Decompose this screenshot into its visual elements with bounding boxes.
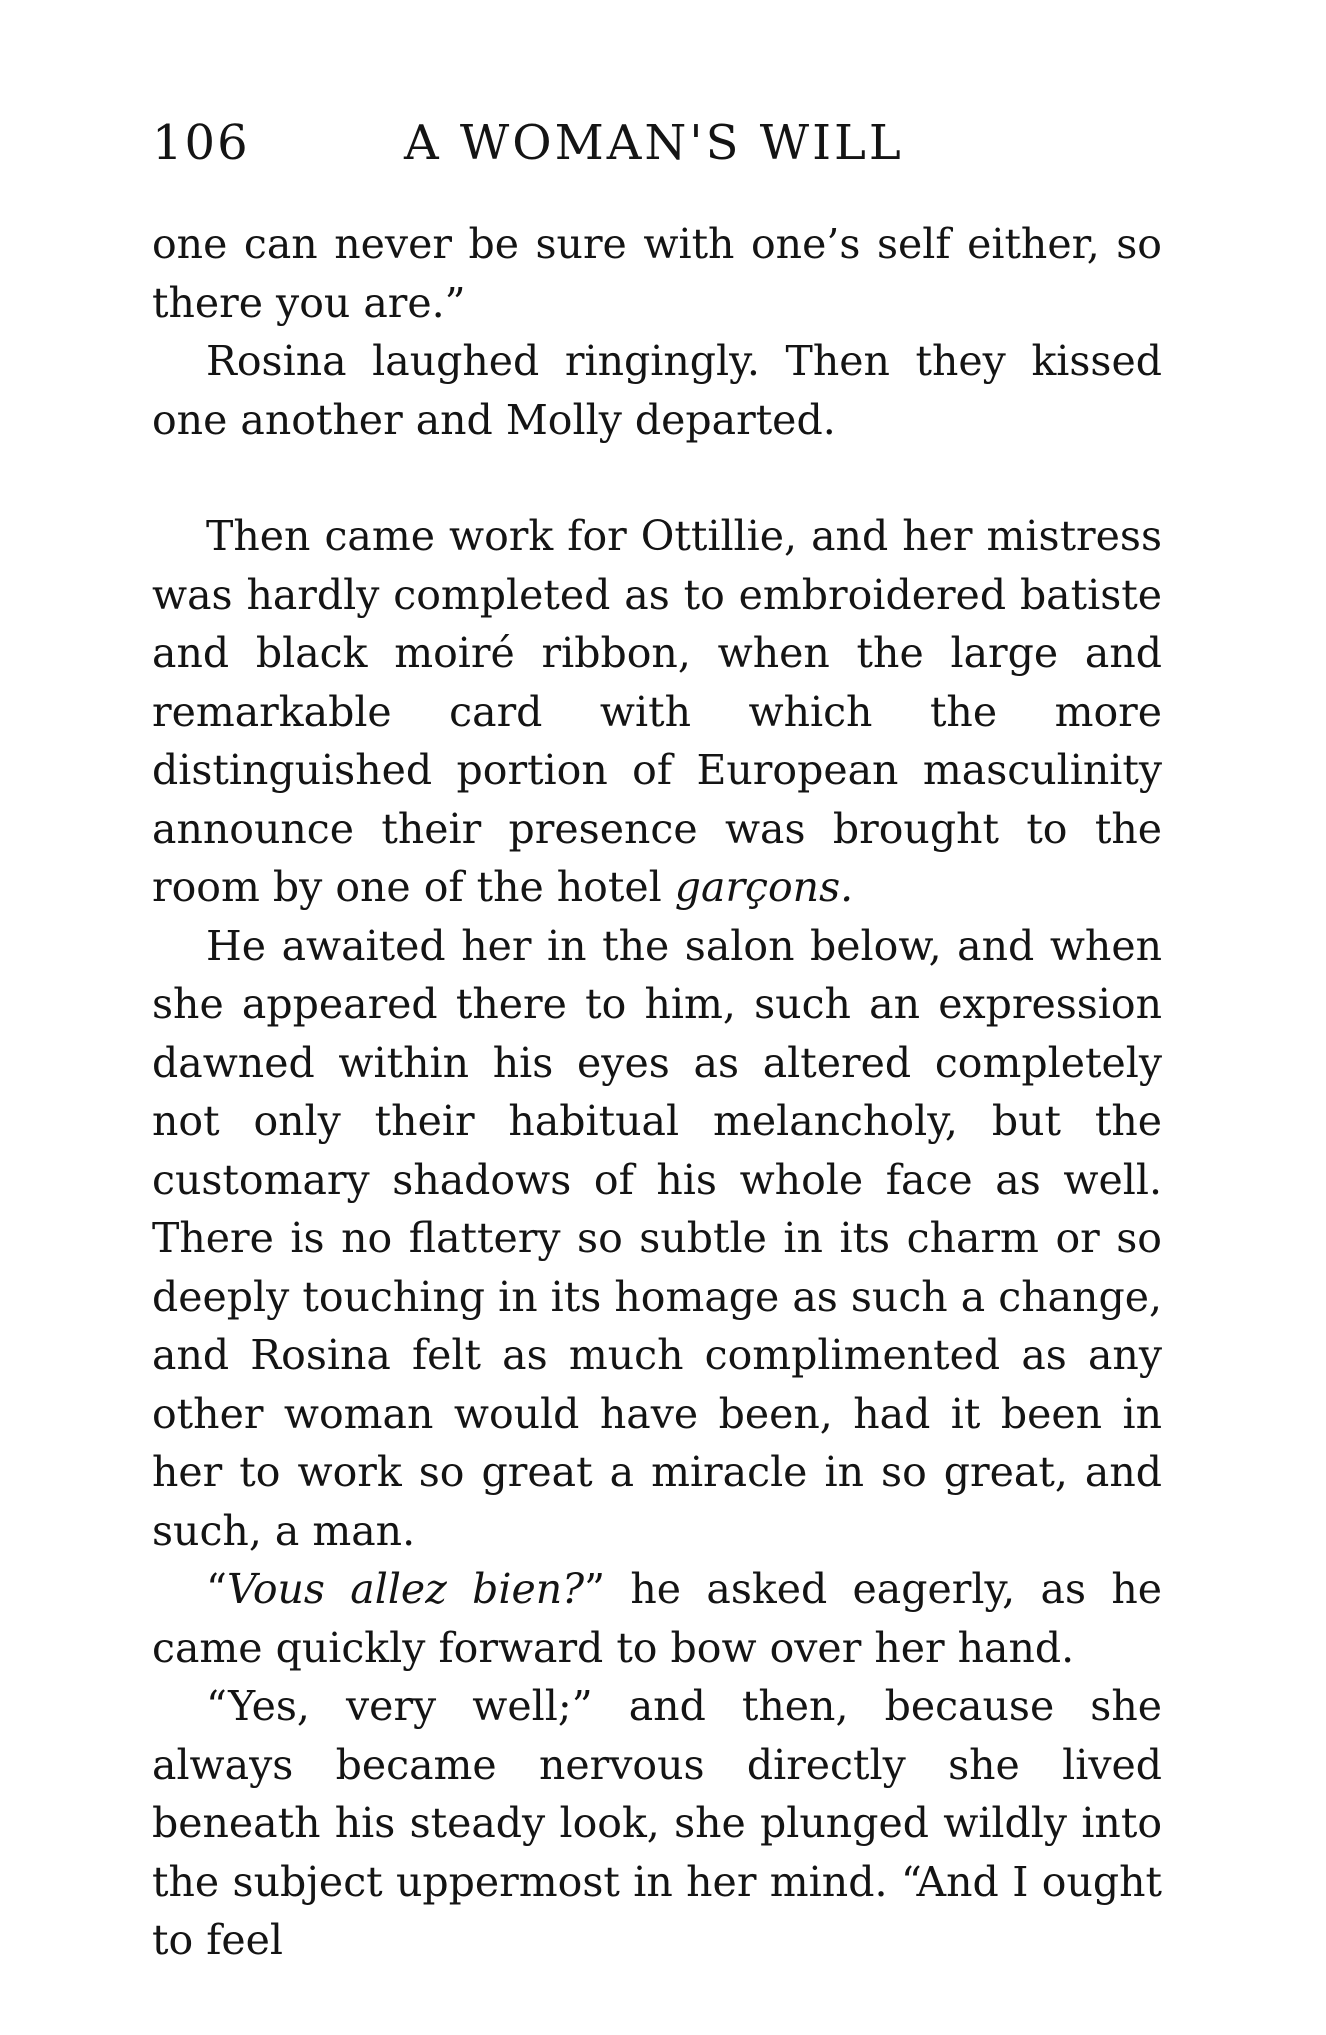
page-number: 106	[152, 115, 250, 171]
paragraph-continuation: one can never be sure with one’s self either, so there you are.”	[152, 220, 1162, 327]
section-break	[152, 449, 1162, 507]
paragraph-ottillie-text: Then came work for Ottillie, and her mistress was hardly completed as to embroidered batiste and black moiré ribbon, when the large and remarkable card with which the more distinguished portion of European masculinity announce their presence was brought to the room by one of the hotel	[152, 512, 1162, 911]
running-title: A WOMAN'S WILL	[404, 115, 904, 171]
italic-garcons: garçons.	[674, 863, 854, 911]
open-quote: “	[206, 1565, 227, 1613]
paragraph-vous-allez-rest: ” he asked eagerly, as he came quickly forward to bow over her hand.	[152, 1565, 1162, 1672]
paragraph-yes-very-well: “Yes, very well;” and then, because she always became nervous directly she lived beneath his steady look, she plunged wildly into the subject uppermost in her mind. “And I ought to feel	[152, 1682, 1162, 1964]
italic-vous-allez-bien: Vous allez bien?	[226, 1565, 585, 1613]
page-header	[152, 108, 912, 178]
paragraph-rosina-laughed: Rosina laughed ringingly. Then they kissed one another and Molly departed.	[152, 337, 1162, 444]
paragraph-ottillie-work	[152, 507, 1162, 917]
paragraph-vous-allez-bien	[152, 1560, 1162, 1677]
paragraph-salon: He awaited her in the salon below, and when she appeared there to him, such an expression dawned within his eyes as altered completely not only their habitual melancholy, but the customary shadows of his whole face as well. There is no flattery so subtle in its charm or so deeply touching in its homage as such a change, and Rosina felt as much complimented as any other woman would have been, had it been in her to work so great a miracle in so great, and such, a man.	[152, 921, 1162, 1555]
body-text	[152, 215, 1162, 1970]
